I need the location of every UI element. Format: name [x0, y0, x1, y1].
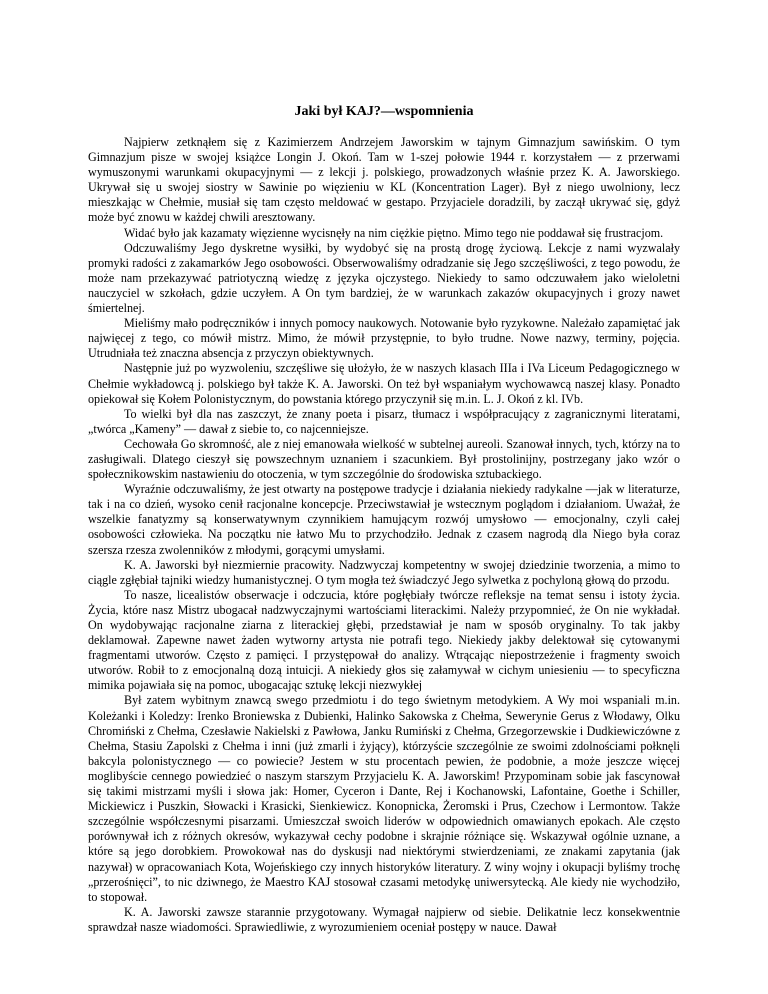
- paragraph: To wielki był dla nas zaszczyt, że znany poeta i pisarz, tłumacz i współpracujący z zagranicznymi literatami, „twórca „Kameny” — dawał z siebie to, co najcenniejsze.: [88, 406, 680, 436]
- paragraph: Wyraźnie odczuwaliśmy, że jest otwarty na postępowe tradycje i działania niekiedy radykalne —jak w literaturze, tak i na co dzień, wysoko cenił racjonalne koncepcje. Przeciwstawiał je wstecznym poglądom i działaniom. Uważał, że wszelkie fanatyzmy są konserwatywnym czynnikiem hamującym rozwój umysłowo — emocjonalny, czyli całej osobowości człowieka. Na początku nie łatwo Mu to przychodziło. Jednak z czasem nagrodą dla Niego była coraz szersza rzesza zwolenników z młodymi, gorącymi umysłami.: [88, 482, 680, 557]
- paragraph: K. A. Jaworski zawsze starannie przygotowany. Wymagał najpierw od siebie. Delikatnie lecz konsekwentnie sprawdzał nasze wiadomości. Sprawiedliwie, z wyrozumieniem oceniał postępy w nauce. Dawał: [88, 904, 680, 934]
- paragraph: Mieliśmy mało podręczników i innych pomocy naukowych. Notowanie było ryzykowne. Należało zapamiętać jak najwięcej z tego, co mówił mistrz. Mimo, że mówił przystępnie, to było trudne. Nowe nazwy, terminy, pojęcia. Utrudniała też znaczna absencja z przyczyn obiektywnych.: [88, 316, 680, 361]
- paragraph: Odczuwaliśmy Jego dyskretne wysiłki, by wydobyć się na prostą drogę życiową. Lekcje z nami wyzwalały promyki radości z zakamarków Jego osobowości. Obserwowaliśmy odradzanie się Jego szczęśliwości, z tego powodu, że może nam przekazywać patriotyczną wiedzę z języka ojczystego. Niekiedy to samo odczuwałem jako wieloletni nauczyciel w szkołach, gdzie uczyłem. A On tym bardziej, że w warunkach zakazów okupacyjnych i grozy nawet śmiertelnej.: [88, 240, 680, 316]
- paragraph: Cechowała Go skromność, ale z niej emanowała wielkość w subtelnej aureoli. Szanował innych, tych, którzy na to zasługiwali. Dlatego cieszył się powszechnym uznaniem i szacunkiem. Był prostolinijny, postrzegany jako wzór o społecznikowskim nastawieniu do otoczenia, w tym szczególnie do środowiska sztubackiego.: [88, 436, 680, 482]
- paragraph: K. A. Jaworski był niezmiernie pracowity. Nadzwyczaj kompetentny w swojej dziedzinie tworzenia, a mimo to ciągle zgłębiał tajniki wiedzy humanistycznej. O tym mogła też świadczyć Jego sylwetka z pochyloną głową do przodu.: [88, 557, 680, 587]
- paragraph: Najpierw zetknąłem się z Kazimierzem Andrzejem Jaworskim w tajnym Gimnazjum sawińskim. O tym Gimnazjum pisze w swojej książce Longin J. Okoń. Tam w 1-szej połowie 1944 r. korzystałem — z przerwami wymuszonymi warunkami okupacyjnymi — z lekcji j. polskiego, prowadzonych właśnie przez K. A. Jaworskiego. Ukrywał się u swojej siostry w Sawinie po więzieniu w KL (Koncentration Lager). Był z niego uwolniony, lecz mieszkając w Chełmie, musiał się tam często meldować w gestapo. Przyjaciele doradzili, by zaczął ukrywać się, gdyż może być znowu w każdej chwili aresztowany.: [88, 135, 680, 225]
- paragraph: Był zatem wybitnym znawcą swego przedmiotu i do tego świetnym metodykiem. A Wy moi wspaniali m.in. Koleżanki i Koledzy: Irenko Broniewska z Dubienki, Halinko Sakowska z Chełma, Sewerynie Gerus z Włodawy, Olku Chromiński z Chełma, Czesławie Nakielski z Pawłowa, Janku Rumiński z Chełma, Grzegorzewskie i Dudkiewiczówne z Chełma, Stasiu Zapolski z Chełma i inni (już zmarli i żyjący), którzyście szczególnie ze swoimi zdolnościami połknęli bakcyla polonistycznego — co powiecie? Jestem w stu procentach pewien, że podobnie, a może jeszcze więcej moglibyście cennego powiedzieć o naszym starszym Przyjacielu K. A. Jaworskim! Przypominam sobie jak fascynował się takimi mistrzami myśli i słowa jak: Homer, Cyceron i Dante, Rej i Kochanowski, Lafontaine, Goethe i Schiller, Mickiewicz i Puszkin, Słowacki i Krasicki, Sienkiewicz. Konopnicka, Żeromski i Prus, Czechow i Lermontow. Także szczególnie współczesnymi pisarzami. Umieszczał swoich liderów w odpowiednich omawianych epokach. Ale często porównywał ich z różnych okresów, wykazywał cechy podobne i skrajnie różniące się. Wskazywał ogólnie uznane, a które są jego dorobkiem. Prowokował nas do dyskusji nad niektórymi stwierdzeniami, ze znakami zapytania (jak nazywał) w opracowaniach Kota, Wojeńskiego czy innych historyków literatury. Z winy wojny i okupacji byliśmy trochę „przerośnięci”, to nic dziwnego, że Maestro KAJ stosował czasami metodykę uniwersytecką. Ale kiedy nie wychodziło, to stopował.: [88, 693, 680, 904]
- paragraph: Następnie już po wyzwoleniu, szczęśliwe się ułożyło, że w naszych klasach IIIa i IVa Liceum Pedagogicznego w Chełmie wykładowcą j. polskiego był także K. A. Jaworski. On też był wspaniałym wychowawcą naszej klasy. Ponadto opiekował się Kołem Polonistycznym, do powstania którego przyczynił się m.in. L. J. Okoń z kl. IVb.: [88, 361, 680, 406]
- paragraph: Widać było jak kazamaty więzienne wycisnęły na nim ciężkie piętno. Mimo tego nie poddawał się frustracjom.: [124, 225, 664, 240]
- document-title: Jaki był KAJ?—wspomnienia: [294, 104, 474, 119]
- paragraph: To nasze, licealistów obserwacje i odczucia, które pogłębiały twórcze refleksje na temat sensu i istoty życia. Życia, które nasz Mistrz ubogacał nadzwyczajnymi wartościami literackimi. Należy przypomnieć, że On nie wykładał. On wydobywając racjonalne ziarna z literackiej głębi, przedstawiał je nam w sposób oryginalny. To tak jakby deklamował. Zapewne nawet żaden wytworny artysta nie potrafi tego. Niekiedy jakby delektował się cytowanymi fragmentami utworów. Często z pamięci. I przystępował do analizy. Wtrącając niepostrzeżenie i fragmenty swoich utworów. Robił to z emocjonalną dozą intuicji. A niekiedy głos się załamywał w cichym uniesieniu — to specyficzna mimika pojawiała się na pomoc, ubogacając sztukę lekcji niezwykłej: [88, 587, 680, 693]
- document-page: [88, 104, 680, 935]
